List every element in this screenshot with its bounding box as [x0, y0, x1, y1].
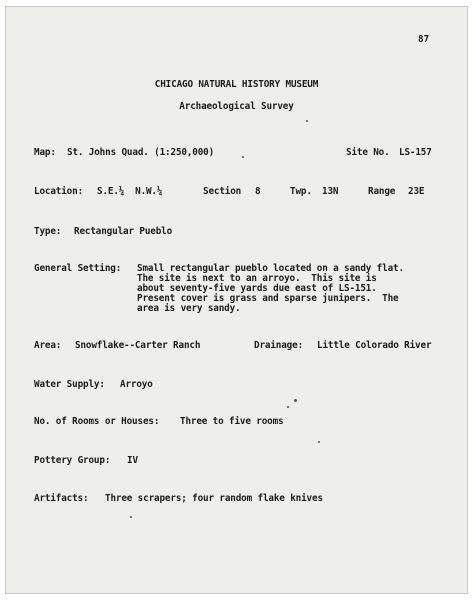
pottery-group-value: IV: [127, 455, 138, 466]
paper-speck: [294, 399, 297, 402]
water-supply-value: Arroyo: [120, 379, 153, 390]
general-setting-line: about seventy-five yards due east of LS-151.: [137, 283, 377, 294]
general-setting-line: The site is next to an arroyo. This site is: [137, 273, 377, 284]
type-label: Type:: [34, 226, 62, 237]
map-value: St. Johns Quad. (1:250,000): [67, 147, 215, 158]
paper-speck: [242, 156, 244, 158]
paper-speck: [287, 406, 289, 408]
range-label: Range: [368, 186, 396, 197]
page-number: 87: [418, 34, 429, 45]
pottery-group-label: Pottery Group:: [34, 455, 111, 466]
type-value: Rectangular Pueblo: [74, 226, 173, 237]
general-setting-line: area is very sandy.: [137, 303, 241, 314]
site-number-value: LS-157: [399, 147, 432, 158]
paper-speck: [130, 516, 132, 518]
general-setting-label: General Setting:: [34, 263, 122, 274]
township-value: 13N: [322, 186, 339, 197]
water-supply-label: Water Supply:: [34, 379, 105, 390]
rooms-label: No. of Rooms or Houses:: [34, 416, 160, 427]
site-number-label: Site No.: [346, 147, 390, 158]
section-label: Section: [203, 186, 242, 197]
location-quarters: S.E.¼ N.W.¼: [97, 186, 163, 197]
drainage-value: Little Colorado River: [317, 340, 432, 351]
survey-card: [5, 6, 468, 594]
township-label: Twp.: [290, 186, 312, 197]
rooms-value: Three to five rooms: [180, 416, 284, 427]
general-setting-line: Small rectangular pueblo located on a sandy flat.: [137, 263, 404, 274]
artifacts-value: Three scrapers; four random flake knives: [105, 493, 323, 504]
map-label: Map:: [34, 147, 56, 158]
paper-speck: [318, 441, 320, 443]
artifacts-label: Artifacts:: [34, 493, 89, 504]
section-value: 8: [255, 186, 261, 197]
area-value: Snowflake--Carter Ranch: [75, 340, 201, 351]
institution-heading: CHICAGO NATURAL HISTORY MUSEUM: [154, 79, 319, 90]
general-setting-line: Present cover is grass and sparse junipers. The: [137, 293, 399, 304]
range-value: 23E: [408, 186, 425, 197]
drainage-label: Drainage:: [254, 340, 304, 351]
survey-heading: Archaeological Survey: [179, 101, 294, 112]
paper-speck: [306, 120, 308, 122]
location-label: Location:: [34, 186, 84, 197]
area-label: Area:: [34, 340, 62, 351]
